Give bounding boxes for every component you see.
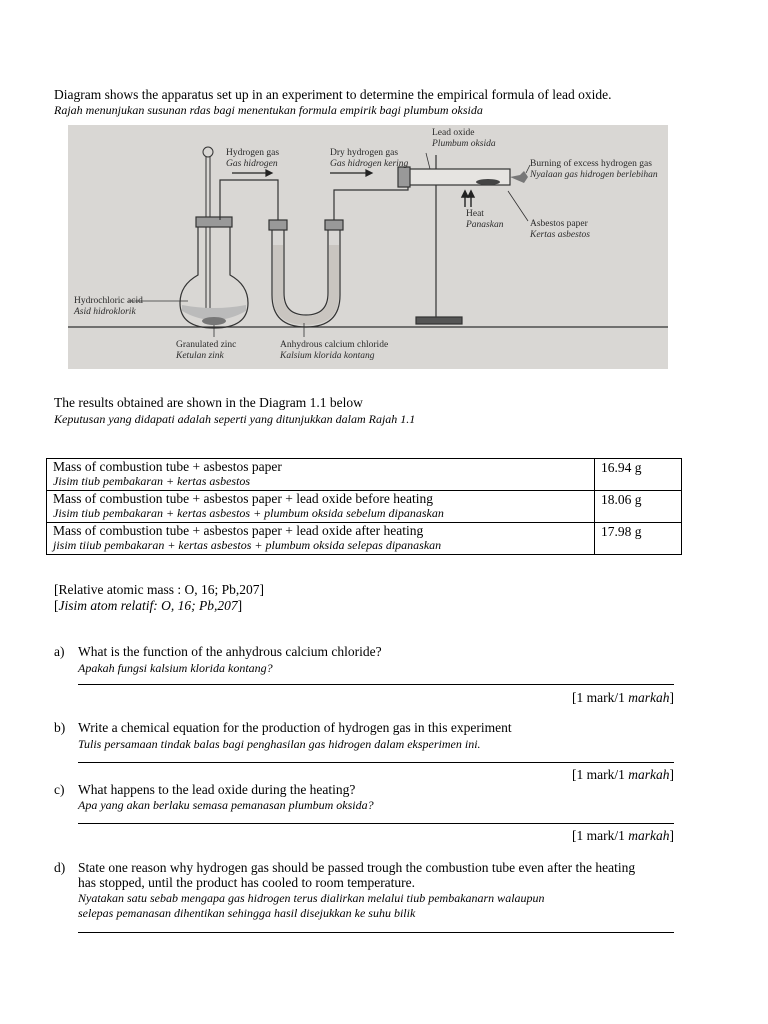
label-lead-oxide-malay: Plumbum oksida xyxy=(432,139,496,149)
question-c-text-malay: Apa yang akan berlaku semasa pemanasan plumbum oksida? xyxy=(78,798,374,812)
label-hydrochloric-acid: Hydrochloric acid xyxy=(74,296,143,306)
relative-atomic-mass-malay: [Jisim atom relatif: O, 16; Pb,207] xyxy=(54,598,243,613)
flow-arrows xyxy=(232,170,372,176)
question-d-text-malay: Nyatakan satu sebab mengapa gas hidrogen terus dialirkan melalui tiub pembakanarn walaupun xyxy=(78,891,545,905)
thistle-funnel xyxy=(203,147,213,320)
label-hydrochloric-acid-malay: Asid hidroklorik xyxy=(74,307,136,317)
answer-line-c[interactable] xyxy=(78,823,674,824)
combustion-tube xyxy=(398,167,528,187)
label-granulated-zinc: Granulated zinc xyxy=(176,340,237,350)
label-heat: Heat xyxy=(466,209,484,219)
row-value: 17.98 g xyxy=(595,523,682,555)
question-a-text-malay: Apakah fungsi kalsium klorida kontang? xyxy=(78,661,273,675)
label-anhydrous-calcium-chloride: Anhydrous calcium chloride xyxy=(280,340,389,350)
heat-arrows xyxy=(462,191,474,207)
answer-line-a[interactable] xyxy=(78,684,674,685)
question-d-text-cont: has stopped, until the product has cooled to room temperature. xyxy=(78,875,416,890)
label-anhydrous-calcium-chloride-malay: Kalsium klorida kontang xyxy=(280,351,375,361)
relative-atomic-mass: [Relative atomic mass : O, 16; Pb,207] xyxy=(54,582,264,597)
results-intro: The results obtained are shown in the Diagram 1.1 below xyxy=(54,395,363,410)
table-row xyxy=(47,491,682,523)
label-granulated-zinc-malay: Ketulan zink xyxy=(176,351,224,361)
answer-line-d[interactable] xyxy=(78,932,674,933)
label-dry-hydrogen-gas: Dry hydrogen gas xyxy=(330,148,399,158)
question-a-text: What is the function of the anhydrous calcium chloride? xyxy=(78,644,382,659)
label-heat-malay: Panaskan xyxy=(466,220,504,230)
u-tube xyxy=(269,220,343,327)
label-hydrogen-gas-malay: Gas hidrogen xyxy=(226,159,278,169)
question-b-label: b) xyxy=(54,720,66,735)
row-value: 16.94 g xyxy=(595,459,682,491)
mark-c: [1 mark/1 markah] xyxy=(572,828,674,843)
row-value: 18.06 g xyxy=(595,491,682,523)
row-description xyxy=(47,459,595,491)
question-b-text-malay: Tulis persamaan tindak balas bagi penghasilan gas hidrogen dalam eksperimen ini. xyxy=(78,737,481,751)
row-label-malay: Jisim tiub pembakaran + kertas asbestos + plumbum oksida sebelum dipanaskan xyxy=(53,506,444,520)
intro-text-malay: Rajah menunjukan susunan rdas bagi menentukan formula empirik bagi plumbum oksida xyxy=(54,103,483,117)
answer-line-b[interactable] xyxy=(78,762,674,763)
row-label-malay: Jisim tiub pembakaran + kertas asbestos xyxy=(53,474,251,488)
intro-text: Diagram shows the apparatus set up in an experiment to determine the empirical formula of lead oxide. xyxy=(54,87,612,102)
row-label-malay: jisim tiiub pembakaran + kertas asbestos + plumbum oksida selepas dipanaskan xyxy=(53,538,442,552)
label-burning: Burning of excess hydrogen gas xyxy=(530,159,652,169)
apparatus-diagram xyxy=(68,125,668,369)
label-hydrogen-gas: Hydrogen gas xyxy=(226,148,280,158)
mark-b: [1 mark/1 markah] xyxy=(572,767,674,782)
label-asbestos: Asbestos paper xyxy=(530,219,588,229)
row-label: Mass of combustion tube + asbestos paper xyxy=(53,459,282,474)
row-label: Mass of combustion tube + asbestos paper + lead oxide after heating xyxy=(53,523,424,538)
question-d-text: State one reason why hydrogen gas should be passed trough the combustion tube even after the heating xyxy=(78,860,636,875)
question-a-label: a) xyxy=(54,644,65,659)
row-description xyxy=(47,523,595,555)
table-row xyxy=(47,459,682,491)
round-bottom-flask xyxy=(180,217,248,328)
results-intro-malay: Keputusan yang didapati adalah seperti yang ditunjukkan dalam Rajah 1.1 xyxy=(54,412,416,426)
question-d-text-malay-cont: selepas pemanasan dihentikan sehingga hasil disejukkan ke suhu bilik xyxy=(78,906,416,920)
question-c-label: c) xyxy=(54,782,65,797)
mark-a: [1 mark/1 markah] xyxy=(572,690,674,705)
label-lead-oxide: Lead oxide xyxy=(432,128,475,138)
label-burning-malay: Nyalaan gas hidrogen berlebihan xyxy=(530,170,658,180)
row-label: Mass of combustion tube + asbestos paper + lead oxide before heating xyxy=(53,491,434,506)
question-b-text: Write a chemical equation for the production of hydrogen gas in this experiment xyxy=(78,720,512,735)
question-d-label: d) xyxy=(54,860,66,875)
table-row xyxy=(47,523,682,555)
row-description xyxy=(47,491,595,523)
question-c-text: What happens to the lead oxide during the heating? xyxy=(78,782,356,797)
label-dry-hydrogen-gas-malay: Gas hidrogen kering xyxy=(330,159,409,169)
label-asbestos-malay: Kertas asbestos xyxy=(530,230,590,240)
results-table xyxy=(46,458,682,555)
